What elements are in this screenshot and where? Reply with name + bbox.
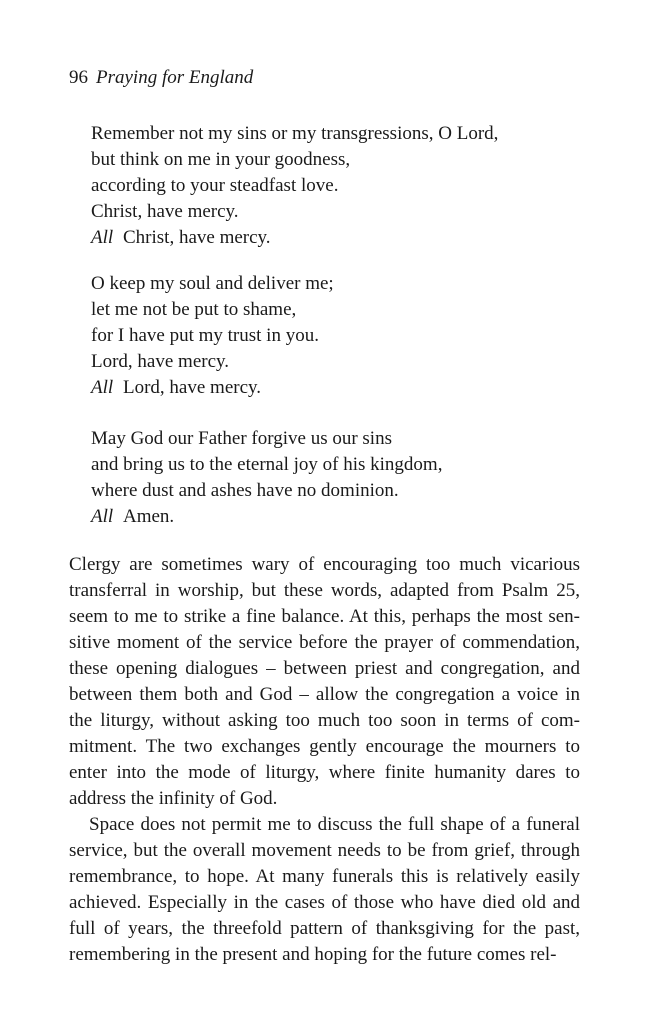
response-line [91, 225, 498, 251]
response-text: Christ, have mercy. [123, 227, 271, 248]
response-text: Amen. [123, 506, 175, 527]
prayer-line: Lord, have mercy. [91, 351, 230, 372]
running-title: Praying for England [96, 67, 254, 88]
prayer-line: where dust and ashes have no dominion. [91, 480, 399, 501]
response-text: Lord, have mercy. [123, 377, 262, 398]
prayer-stanza [91, 271, 334, 401]
prayer-line: O keep my soul and deliver me; [91, 273, 334, 294]
prayer-line: according to your steadfast love. [91, 175, 339, 196]
paragraph: Space does not permit me to discuss the full shape of a funeral service, but the overall movement needs to be from grief, through remembrance, to hope. At many funerals this is relatively easily achieved. Especially in the cases of those who have died old and full of years, the threefold pattern of thanksgiving for the past, remembering in the present and hoping for the future comes rel- [69, 814, 580, 965]
body-text [69, 812, 580, 968]
prayer-line: for I have put my trust in you. [91, 325, 319, 346]
response-label: All [91, 506, 114, 527]
response-line [91, 504, 442, 530]
prayer-line: Christ, have mercy. [91, 201, 239, 222]
response-label: All [91, 377, 114, 398]
prayer-stanza [91, 121, 498, 251]
prayer-line: May God our Father forgive us our sins [91, 428, 392, 449]
prayer-line: Remember not my sins or my transgressions, O Lord, [91, 123, 499, 144]
paragraph: Clergy are sometimes wary of encouraging too much vicarious transferral in worship, but these words, adapted from Psalm 25, seem to me to strike a fine balance. At this, perhaps the most sensitive moment of the service before the prayer of commendation, these opening dialogues – between priest and congregation, and between them both and God – allow the congregation a voice in the liturgy, without asking too much too soon in terms of commitment. The two exchanges gently encourage the mourners to enter into the mode of liturgy, where finite humanity dares to address the infinity of God. [69, 554, 580, 809]
running-head [69, 66, 253, 90]
response-label: All [91, 227, 114, 248]
page-number: 96 [69, 67, 88, 88]
response-line [91, 375, 334, 401]
prayer-stanza [91, 426, 442, 530]
prayer-line: let me not be put to shame, [91, 299, 297, 320]
prayer-line: and bring us to the eternal joy of his kingdom, [91, 454, 443, 475]
body-text [69, 552, 580, 812]
prayer-line: but think on me in your goodness, [91, 149, 351, 170]
